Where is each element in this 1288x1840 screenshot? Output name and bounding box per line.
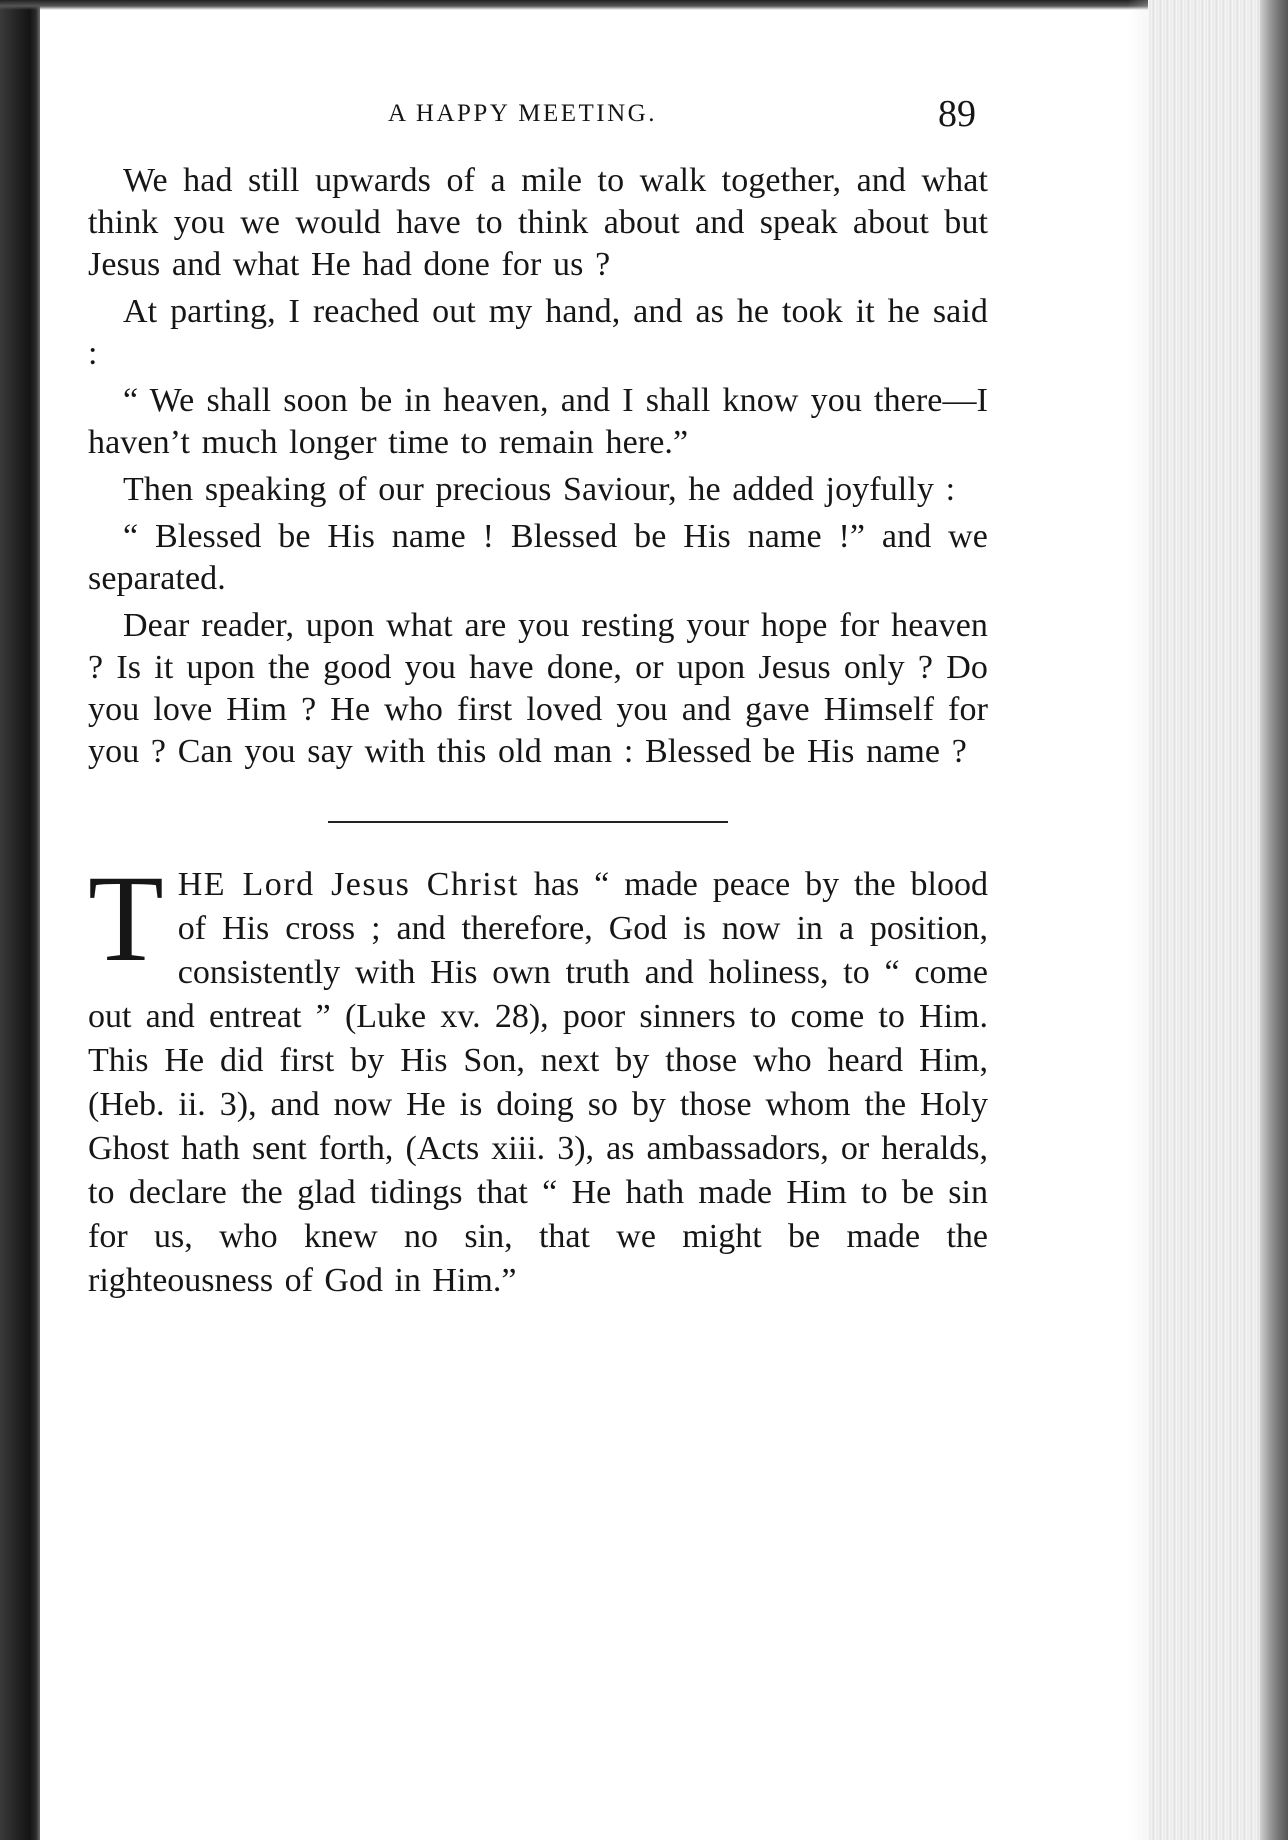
- running-head: [88, 80, 988, 135]
- paragraph: We had still upwards of a mile to walk together, and what think you we would have to think about and speak about but Jesus and what He had done for us ?: [88, 162, 988, 283]
- paragraph: Dear reader, upon what are you resting your hope for heaven ? Is it upon the good you have done, or upon Jesus only ? Do you love Him ? He who first loved you and gave Himself for you ? Can you say with this old man : Blessed be His name ?: [88, 607, 988, 770]
- quotation-paragraph: “ Blessed be His name ! Blessed be His name !” and we separated.: [88, 518, 988, 597]
- paragraph-text: has “ made peace by the blood of His cross ; and therefore, God is now in a position, consistently with His own truth and holiness, to “ come out and entreat ” (Luke xv. 28), poor sinners to come to Him. This He did first by His Son, next by those who heard Him, (Heb. ii. 3), and now He is doing so by those whom the Holy Ghost hath sent forth, (Acts xiii. 3), as ambassadors, or heralds, to declare the glad tidings that “ He hath made Him to be sin for us, who knew no sin, that we might be made the righteousness of God in Him.”: [88, 866, 988, 1299]
- book-binding-edge: [0, 0, 40, 1840]
- running-title: A HAPPY MEETING.: [388, 100, 657, 127]
- tract-section: [88, 850, 988, 1303]
- paragraph: At parting, I reached out my hand, and as he took it he said :: [88, 293, 988, 372]
- page-number: 89: [938, 93, 976, 135]
- drop-cap-paragraph: [88, 850, 988, 1303]
- paragraph: Then speaking of our precious Saviour, he added joyfully :: [123, 471, 956, 508]
- drop-cap-continuation: HE Lord Jesus Christ: [177, 866, 519, 903]
- book-cover-edge: [1260, 0, 1288, 1840]
- text-block: [88, 80, 988, 1303]
- page-top-edge: [0, 0, 1288, 10]
- quotation-paragraph: “ We shall soon be in heaven, and I shall know you there—I haven’t much longer time to remain here.”: [88, 382, 988, 461]
- drop-cap-letter: T: [88, 850, 164, 987]
- section-divider-rule: [328, 821, 728, 823]
